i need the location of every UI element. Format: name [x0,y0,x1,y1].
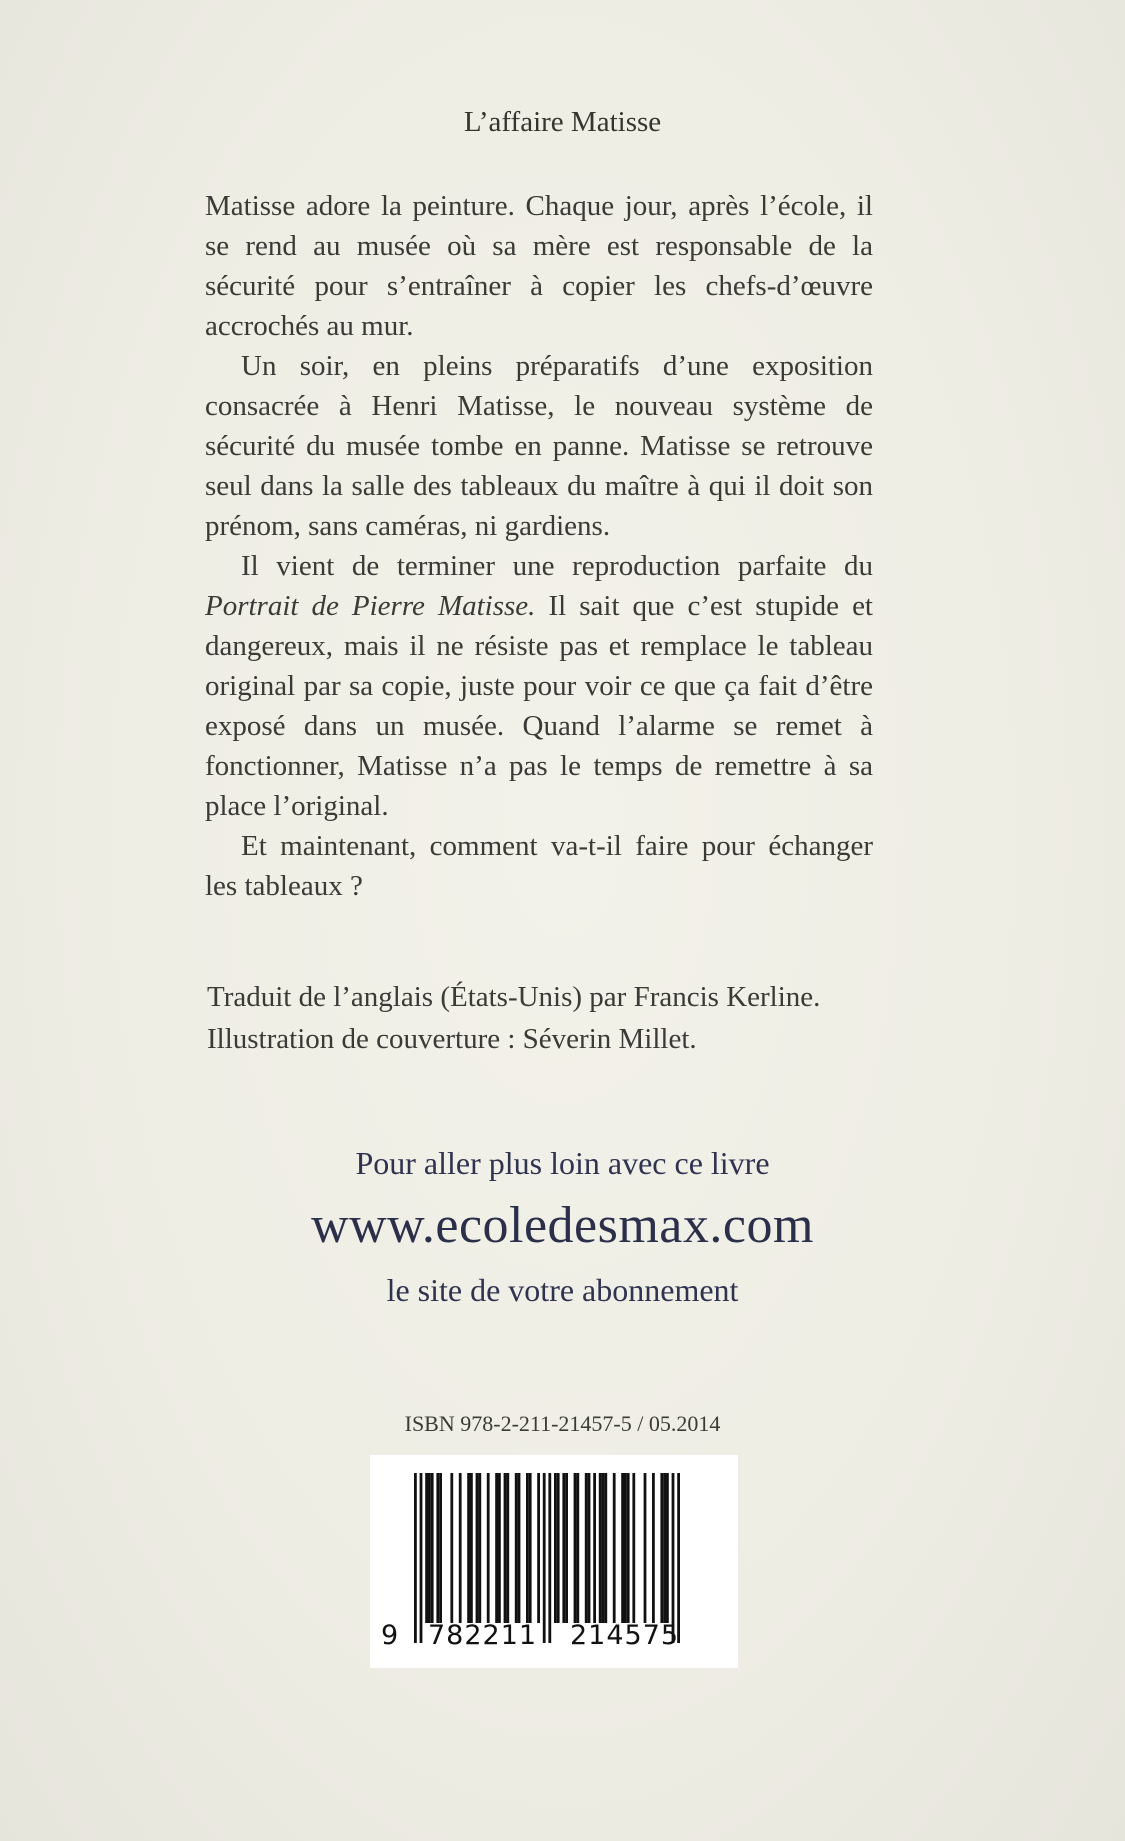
barcode-bar [585,1473,588,1623]
synopsis-paragraph-3 [205,546,873,826]
barcode-guard-bar [420,1473,423,1643]
barcode-lead-digit: 9 [381,1620,399,1651]
barcode-left-digits: 782211 [428,1620,538,1651]
barcode-bar [627,1473,630,1623]
barcode-bar [644,1473,647,1623]
barcode-bar [604,1473,607,1623]
barcode-bar [425,1473,428,1623]
barcode [370,1455,738,1668]
barcode-bar [574,1473,577,1623]
barcode-bar [506,1473,509,1623]
barcode-guard-bar [414,1473,417,1643]
barcode-bar [478,1473,481,1623]
website-link[interactable]: www.ecoledesmax.com [311,1197,814,1254]
barcode-bar [504,1473,507,1623]
barcode-bar [632,1473,635,1623]
barcode-bar [515,1473,518,1623]
barcode-bar [439,1473,442,1623]
book-title: L’affaire Matisse [463,106,662,138]
promo-tail: le site de votre abonnement [386,1272,739,1308]
barcode-bar [588,1473,591,1623]
barcode-bar [467,1473,470,1623]
credits [207,976,907,1060]
barcode-bar [599,1473,602,1623]
barcode-bar [431,1473,434,1623]
synopsis-paragraph-3-rest: Il sait que c’est stupide et dangereux, mais il ne résiste pas et remplace le tableau original par sa copie, juste pour voir ce que ça fait d’être exposé dans un musée. Quand l’alarme se remet à fonctionner, Matisse n’a pas le temps de remettre à sa place l’original. [205,590,873,822]
barcode-bar [537,1473,540,1623]
barcode-bar [470,1473,473,1623]
barcode-bar [526,1473,529,1623]
synopsis-paragraph-4: Et maintenant, comment va-t-il faire pour échanger les tableaux ? [205,830,873,902]
synopsis-paragraph-3-intro: Il vient de terminer une reproduction parfaite du [241,550,873,582]
synopsis [205,186,873,906]
translation-credit: Traduit de l’anglais (États-Unis) par Francis Kerline. [207,981,821,1013]
barcode-bar [476,1473,479,1623]
barcode-bar [602,1473,605,1623]
barcode-bar [660,1473,663,1623]
barcode-guard-bar [677,1473,680,1643]
barcode-bar [487,1473,490,1623]
barcode-bar [663,1473,666,1623]
barcode-bar [557,1473,560,1623]
barcode-bar [565,1473,568,1623]
illustration-credit: Illustration de couverture : Séverin Millet. [207,1023,697,1055]
barcode-bar [562,1473,565,1623]
synopsis-paragraph-1: Matisse adore la peinture. Chaque jour, après l’école, il se rend au musée où sa mère est responsable de la sécurité pour s’entraîner à copier les chefs-d’œuvre accrochés au mur. [205,190,873,342]
isbn-line: ISBN 978-2-211-21457-5 / 05.2014 [404,1411,721,1436]
barcode-right-digits: 214575 [570,1620,680,1651]
barcode-bar [529,1473,532,1623]
barcode-bar [666,1473,669,1623]
synopsis-paragraph-2: Un soir, en pleins préparatifs d’une exposition consacrée à Henri Matisse, le nouveau système de sécurité du musée tombe en panne. Matisse se retrouve seul dans la salle des tableaux du maître à qui il doit son prénom, sans caméras, ni gardiens. [205,350,873,542]
barcode-bar [554,1473,557,1623]
barcode-bars [370,1455,738,1668]
barcode-bar [436,1473,439,1623]
barcode-guard-bar [672,1473,675,1643]
barcode-guard-bar [543,1473,546,1643]
barcode-bar [652,1473,655,1623]
barcode-bar [518,1473,521,1623]
barcode-bar [498,1473,501,1623]
barcode-bar [459,1473,462,1623]
barcode-bar [624,1473,627,1623]
promo-lead: Pour aller plus loin avec ce livre [355,1145,770,1181]
artwork-title: Portrait de Pierre Matisse. [205,590,536,622]
barcode-bar [593,1473,596,1623]
barcode-bar [613,1473,616,1623]
barcode-bar [495,1473,498,1623]
barcode-bar [576,1473,579,1623]
barcode-guard-bar [548,1473,551,1643]
barcode-bar [428,1473,431,1623]
barcode-bar [621,1473,624,1623]
barcode-bar [450,1473,453,1623]
